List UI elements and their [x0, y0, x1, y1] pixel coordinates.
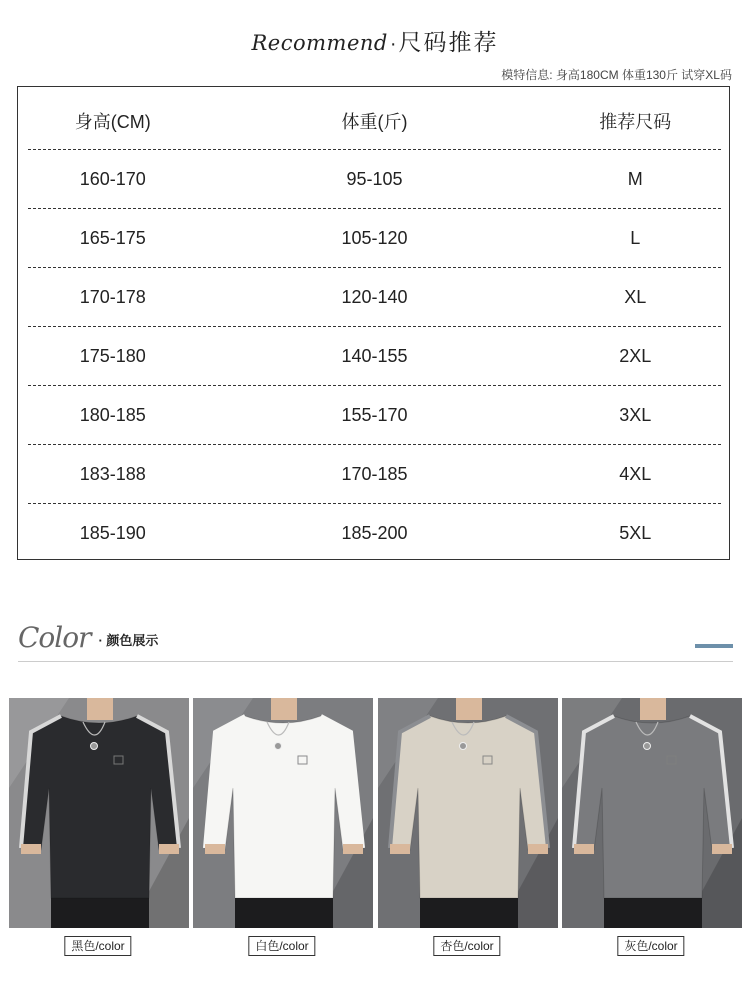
table-row [18, 386, 729, 445]
size-table [17, 86, 730, 560]
cell-size: 2XL [619, 346, 652, 366]
model-hand [159, 844, 179, 854]
cell-size: XL [624, 287, 647, 307]
model-hand [21, 844, 41, 854]
accent-bar [695, 644, 733, 648]
model-neck [456, 698, 482, 720]
cell-weight: 105-120 [341, 228, 408, 248]
cell-weight: 185-200 [341, 523, 408, 543]
model-hand [205, 844, 225, 854]
header-size: 推荐尺码 [599, 111, 672, 132]
cell-size: 4XL [619, 464, 652, 484]
table-header-row [18, 91, 729, 150]
table-row [18, 209, 729, 268]
color-swatch-gray[interactable] [562, 698, 742, 928]
necklace-pendant [275, 743, 282, 750]
color-label-apricot: 杏色/color [433, 936, 500, 956]
section-title-color [18, 620, 158, 654]
cell-weight: 140-155 [341, 346, 408, 366]
color-swatch-white[interactable] [193, 698, 373, 928]
model-hand [343, 844, 363, 854]
model-pants [235, 898, 333, 928]
model-hand [574, 844, 594, 854]
color-label-gray: 灰色/color [617, 936, 684, 956]
cell-height: 170-178 [79, 287, 146, 307]
necklace-pendant [91, 743, 98, 750]
cell-height: 160-170 [79, 169, 146, 189]
model-hand [390, 844, 410, 854]
cell-height: 175-180 [79, 346, 146, 366]
color-label-white: 白色/color [248, 936, 315, 956]
shirt-photo [378, 698, 558, 928]
model-hand [528, 844, 548, 854]
necklace-pendant [644, 743, 651, 750]
header-weight: 体重(斤) [341, 111, 408, 132]
cell-height: 185-190 [79, 523, 146, 543]
table-row [18, 445, 729, 504]
cell-weight: 155-170 [341, 405, 408, 425]
cell-size: 5XL [619, 523, 652, 543]
cell-weight: 170-185 [341, 464, 408, 484]
recommend-script-text: Recommend [251, 31, 388, 55]
color-swatch-black[interactable] [9, 698, 189, 928]
title-dot: · [389, 33, 397, 55]
model-neck [87, 698, 113, 720]
shirt-photo [9, 698, 189, 928]
model-neck [271, 698, 297, 720]
cell-weight: 95-105 [346, 169, 403, 189]
shirt-photo [562, 698, 742, 928]
model-pants [51, 898, 149, 928]
model-pants [420, 898, 518, 928]
section-title-recommend [0, 24, 750, 60]
color-label-black: 黑色/color [64, 936, 131, 956]
table-row [18, 327, 729, 386]
model-pants [604, 898, 702, 928]
model-hand [712, 844, 732, 854]
cell-height: 180-185 [79, 405, 146, 425]
section-divider [18, 661, 733, 662]
cell-weight: 120-140 [341, 287, 408, 307]
shirt-photo [193, 698, 373, 928]
cell-size: L [630, 228, 641, 248]
table-row [18, 504, 729, 563]
color-title-cn: · 颜色展示 [98, 633, 159, 648]
model-neck [640, 698, 666, 720]
table-row [18, 268, 729, 327]
model-info: 模特信息: 身高180CM 体重130斤 试穿XL码 [501, 68, 732, 82]
table-row [18, 150, 729, 209]
cell-height: 165-175 [79, 228, 146, 248]
color-swatch-apricot[interactable] [378, 698, 558, 928]
cell-height: 183-188 [79, 464, 146, 484]
header-height: 身高(CM) [74, 111, 151, 132]
color-script-text: Color [18, 621, 91, 654]
cell-size: M [627, 169, 643, 189]
cell-size: 3XL [619, 405, 652, 425]
recommend-title-cn: 尺码推荐 [398, 29, 499, 55]
necklace-pendant [460, 743, 467, 750]
